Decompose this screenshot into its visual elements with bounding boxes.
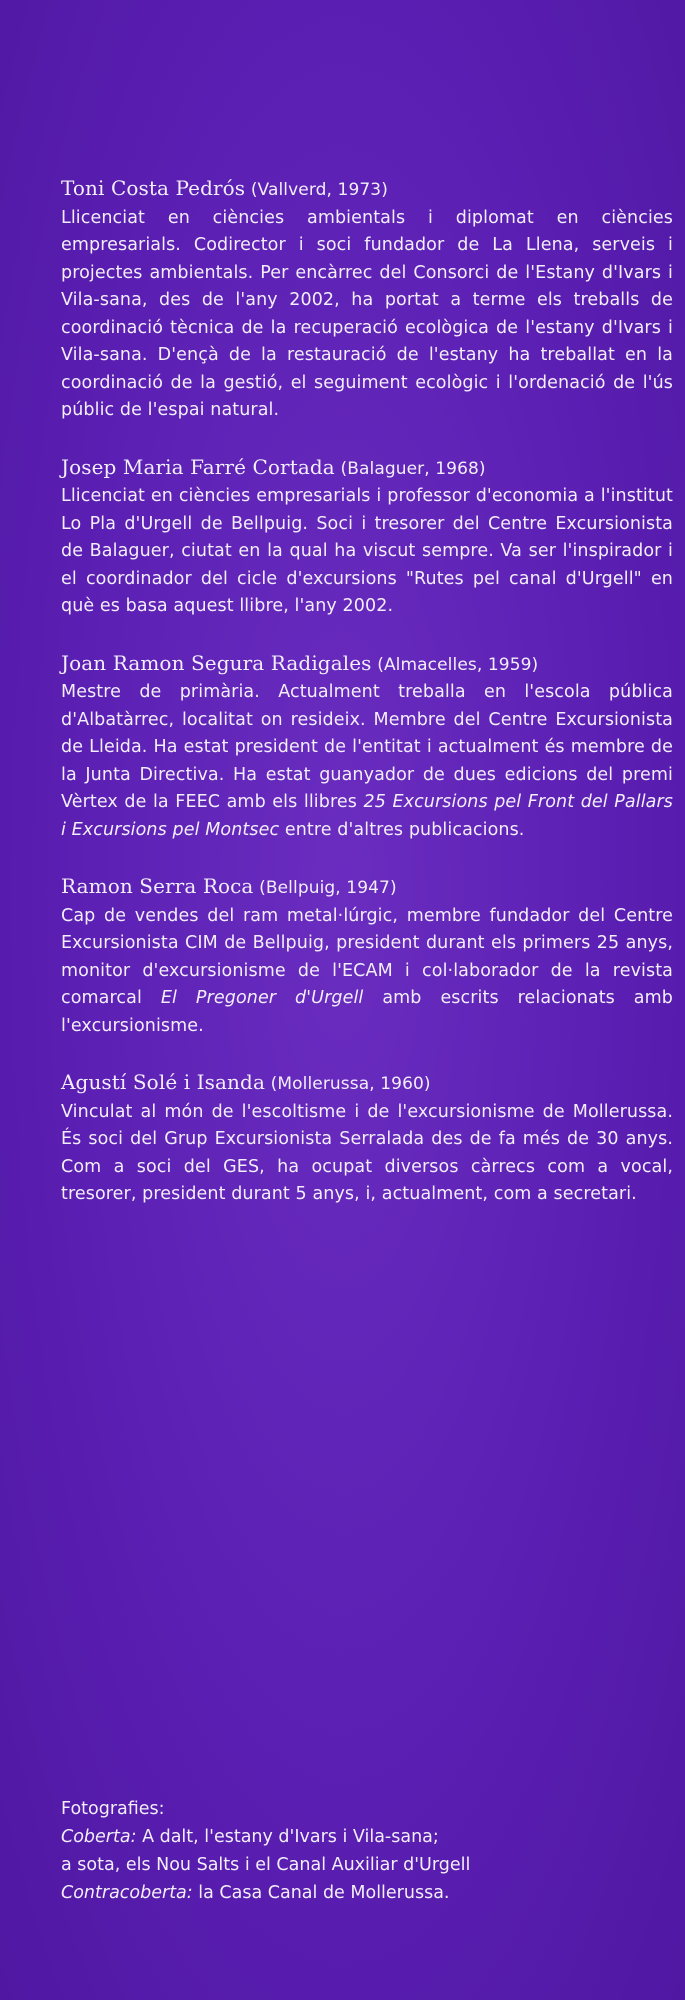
cover-credit-continued: a sota, els Nou Salts i el Canal Auxiliar d'Urgell xyxy=(61,1855,471,1875)
author-origin: (Almacelles, 1959) xyxy=(377,654,539,675)
back-cover-label: Contracoberta: xyxy=(61,1883,193,1903)
author-name: Josep Maria Farré Cortada xyxy=(61,454,335,479)
cover-label: Coberta: xyxy=(61,1827,137,1847)
author-origin: (Balaguer, 1968) xyxy=(340,458,486,479)
bio-josep-maria-farre xyxy=(61,454,673,621)
author-name: Toni Costa Pedrós xyxy=(61,176,246,200)
author-origin: (Mollerussa, 1960) xyxy=(270,1074,431,1094)
photo-credits xyxy=(61,1795,661,1907)
author-name: Agustí Solé i Isanda xyxy=(61,1070,265,1094)
description-text: Mestre de primària. Actualment treballa en l'escola pública d'Albatàrrec, localitat on resideix. Membre del Centre Excursionista de Lleida. Ha estat president de l'entitat i actualment és membre de la Junta Directiva. Ha estat guanyador de dues edicions del premi Vèrtex de la FEEC amb els llibres xyxy=(61,682,673,812)
bio-joan-ramon-segura xyxy=(61,650,673,845)
author-origin: (Vallverd, 1973) xyxy=(250,180,388,200)
author-bios xyxy=(61,175,673,1238)
credits-heading: Fotografies: xyxy=(61,1799,165,1819)
author-description xyxy=(61,903,673,1041)
author-description: Llicenciat en ciències empresarials i professor d'economia a l'institut Lo Pla d'Urgell de Bellpuig. Soci i tresorer del Centre Excursionista de Balaguer, ciutat en la qual ha viscut sempre. Va ser l'inspirador i el coordinador del cicle d'excursions "Rutes pel canal d'Urgell" en què es basa aquest llibre, l'any 2002. xyxy=(61,486,673,616)
author-description: Vinculat al món de l'escoltisme i de l'excursionisme de Mollerussa. És soci del Grup Excursionista Serralada des de fa més de 30 anys. Com a soci del GES, ha ocupat diversos càrrecs com a vocal, tresorer, president durant 5 anys, i, actualment, com a secretari. xyxy=(61,1101,673,1204)
description-text-end: entre d'altres publicacions. xyxy=(279,819,525,840)
author-description: Llicenciat en ciències ambientals i diplomat en ciències empresarials. Codirector i soci fundador de La Llena, serveis i projectes ambientals. Per encàrrec del Consorci de l'Estany d'Ivars i Vila-sana, des de l'any 2002, ha portat a terme els treballs de coordinació tècnica de la recuperació ecològica de l'estany d'Ivars i Vila-sana. D'ençà de la restauració de l'estany ha treballat en la coordinació de la gestió, el seguiment ecològic i l'ordenació de l'ús públic de l'espai natural. xyxy=(61,207,673,420)
author-name: Joan Ramon Segura Radigales xyxy=(61,650,372,675)
back-cover-credit xyxy=(61,1879,661,1907)
bio-toni-costa xyxy=(61,175,673,425)
author-name: Ramon Serra Roca xyxy=(61,874,254,898)
description-text-end: amb escrits relacionats amb l'excursionisme. xyxy=(61,988,673,1036)
author-description xyxy=(61,679,673,844)
bio-ramon-serra xyxy=(61,873,673,1040)
author-origin: (Bellpuig, 1947) xyxy=(259,878,397,898)
magazine-title: El Pregoner d'Urgell xyxy=(160,988,364,1008)
cover-credit xyxy=(61,1823,661,1851)
book-titles: 25 Excursions pel Front del Pallars i Excursions pel Montsec xyxy=(61,792,674,840)
cover-text: A dalt, l'estany d'Ivars i Vila-sana; xyxy=(142,1827,439,1847)
back-cover-text: la Casa Canal de Mollerussa. xyxy=(198,1883,450,1903)
description-text: Cap de vendes del ram metal·lúrgic, membre fundador del Centre Excursionista CIM de Bellpuig, president durant els primers 25 anys, monitor d'excursionisme de l'ECAM i col·laborador de la revista comarcal xyxy=(61,905,673,1008)
bio-agusti-sole xyxy=(61,1069,673,1209)
